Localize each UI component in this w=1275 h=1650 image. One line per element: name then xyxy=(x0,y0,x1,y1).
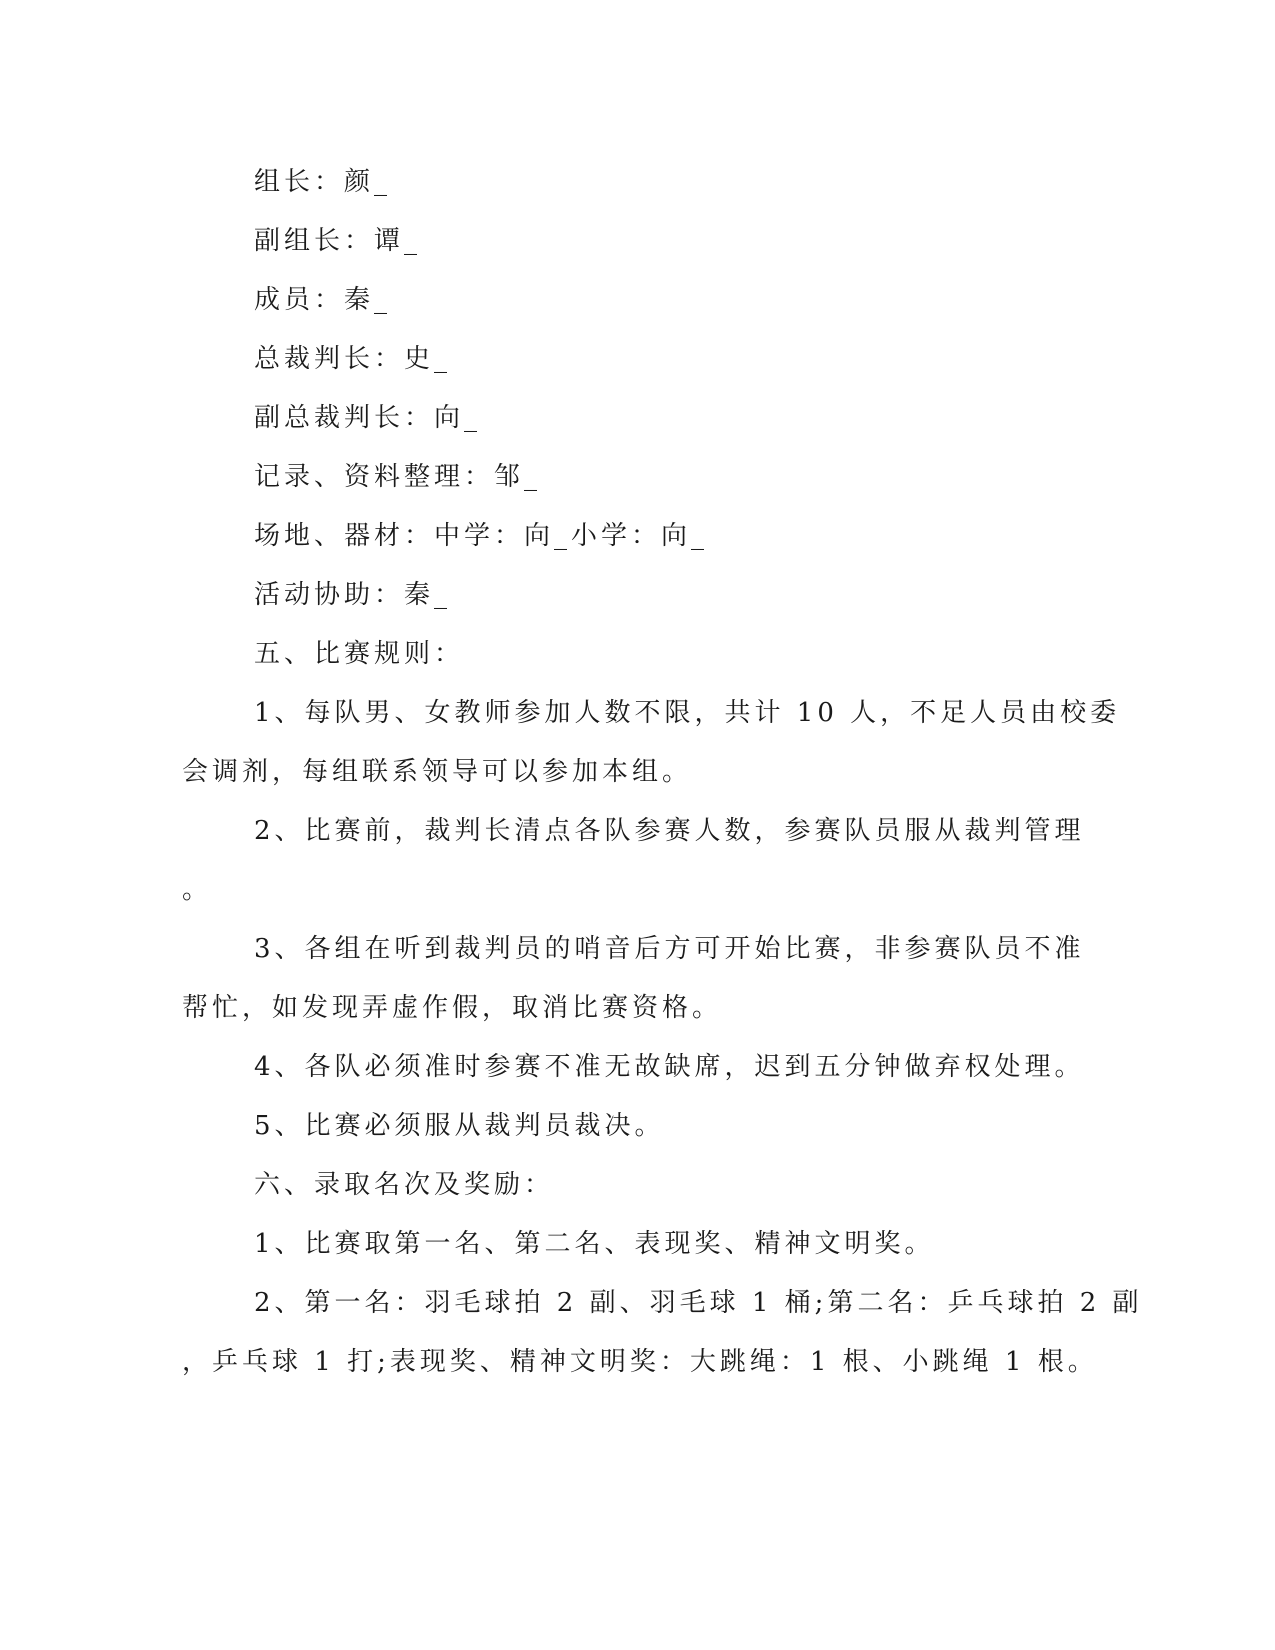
text-line-deputy-chief-referee: 副总裁判长：向_ xyxy=(254,403,482,433)
rule-5: 5、比赛必须服从裁判员裁决。 xyxy=(254,1111,665,1141)
rule-3-line-1: 3、各组在听到裁判员的哨音后方可开始比赛，非参赛队员不准 xyxy=(254,934,1085,964)
rule-4: 4、各队必须准时参赛不准无故缺席，迟到五分钟做弃权处理。 xyxy=(254,1052,1085,1082)
section-heading-rules: 五、比赛规则： xyxy=(254,639,465,669)
rule-2-line-2: 。 xyxy=(182,875,213,905)
award-1: 1、比赛取第一名、第二名、表现奖、精神文明奖。 xyxy=(254,1229,935,1259)
text-line-chief-referee: 总裁判长：史_ xyxy=(254,344,452,374)
text-line-venue-equipment: 场地、器材：中学：向_小学：向_ xyxy=(254,521,709,551)
rule-2-line-1: 2、比赛前，裁判长清点各队参赛人数，参赛队员服从裁判管理 xyxy=(254,816,1085,846)
text-line-team-leader: 组长：颜_ xyxy=(254,167,392,197)
section-heading-awards: 六、录取名次及奖励： xyxy=(254,1170,555,1200)
rule-1-line-2: 会调剂，每组联系领导可以参加本组。 xyxy=(182,757,693,787)
text-line-deputy-leader: 副组长：谭_ xyxy=(254,226,422,256)
text-line-activity-assist: 活动协助：秦_ xyxy=(254,580,452,610)
text-line-members: 成员：秦_ xyxy=(254,285,392,315)
award-2-line-1: 2、第一名：羽毛球拍 2 副、羽毛球 1 桶;第二名：乒乓球拍 2 副 xyxy=(254,1288,1143,1318)
rule-3-line-2: 帮忙，如发现弄虚作假，取消比赛资格。 xyxy=(182,993,723,1023)
award-2-line-2: ，乒乓球 1 打;表现奖、精神文明奖：大跳绳：1 根、小跳绳 1 根。 xyxy=(182,1347,1098,1377)
text-line-records: 记录、资料整理：邹_ xyxy=(254,462,542,492)
rule-1-line-1: 1、每队男、女教师参加人数不限，共计 10 人，不足人员由校委 xyxy=(254,698,1121,728)
